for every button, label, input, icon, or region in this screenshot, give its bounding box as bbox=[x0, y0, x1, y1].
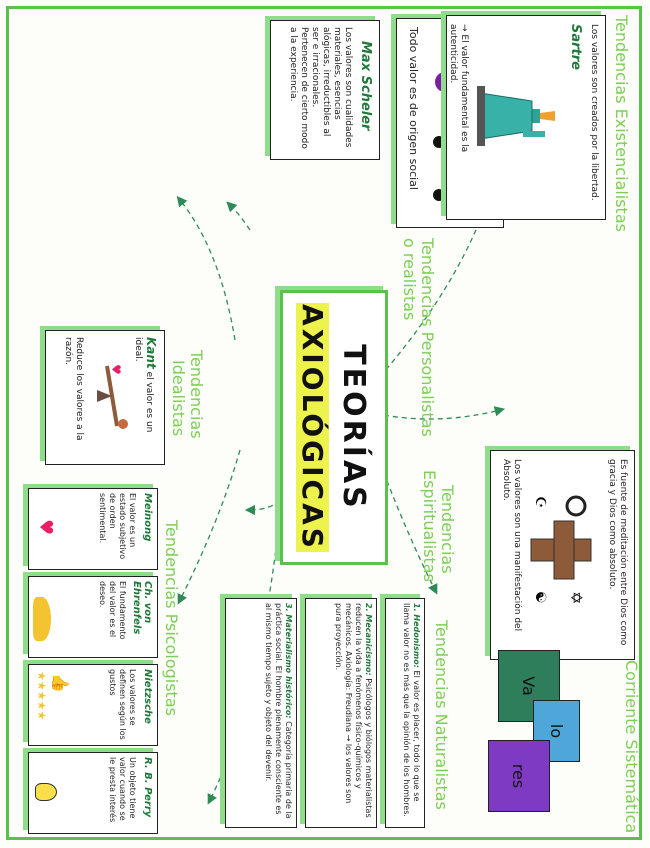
arrow-to-psicologistas bbox=[180, 200, 235, 340]
heading-idealistas-2: Idealistas bbox=[169, 360, 188, 437]
box-espiritualistas bbox=[490, 450, 635, 660]
psico-author-2: Nietzsche bbox=[142, 669, 153, 724]
puzzle-label-lo: lo bbox=[547, 723, 566, 739]
panel-personalistas bbox=[270, 20, 380, 160]
puzzle-icon bbox=[460, 650, 610, 820]
psico-text-1: El fundamento del valor es el deseo. bbox=[98, 581, 127, 640]
puzzle-piece-res bbox=[488, 740, 550, 812]
author-sartre: Sartre bbox=[568, 24, 583, 70]
natural-card-2 bbox=[225, 598, 297, 828]
heading-personalistas-1: Tendencias Personalistas bbox=[418, 238, 437, 437]
natural-card-0 bbox=[385, 598, 425, 828]
heading-sistematico: Corriente Sistemática bbox=[622, 660, 641, 834]
heart-icon: ♥ bbox=[35, 519, 56, 536]
psico-card-1 bbox=[28, 576, 158, 658]
statue-of-liberty-icon bbox=[475, 61, 565, 171]
psico-author-1: Ch. von Ehrenfels bbox=[131, 581, 153, 635]
svg-text:✡: ✡ bbox=[567, 591, 586, 605]
kant-line bbox=[132, 337, 158, 458]
natural-label-2: 3. Materialismo histórico: bbox=[284, 603, 293, 719]
natural-line-2 bbox=[263, 603, 293, 823]
puzzle-label-res: res bbox=[509, 763, 529, 789]
stars-icon: ★★★★★ bbox=[35, 671, 48, 721]
center-title-1: TEORÍAS bbox=[336, 344, 371, 511]
psico-text-0: El valor es un estado subjetivo de orden sentimental. bbox=[98, 493, 137, 560]
scale-icon bbox=[92, 356, 132, 436]
genie-lamp-icon bbox=[33, 597, 51, 641]
text-espiritualistas-1: Es fuente de meditación entre Dios como gracia y Dios como absoluto. bbox=[607, 459, 628, 646]
natural-label-0: 1. Hedonismo: bbox=[412, 603, 421, 668]
svg-text:☯: ☯ bbox=[532, 591, 548, 604]
box-existencialistas bbox=[446, 15, 606, 220]
natural-line-0 bbox=[401, 603, 421, 823]
heading-espiritualistas-2: Espiritualistas bbox=[420, 470, 439, 582]
heading-idealistas-1: Tendencias bbox=[187, 350, 206, 439]
center-box bbox=[280, 290, 388, 565]
natural-text-1: Psicólogos y biólogos materialistas reducen la vida a fenómenos físico-químicos y mecánicos. Axiología: Freudiana → los valores son pura proyección. bbox=[334, 603, 373, 818]
lightbulb-icon bbox=[35, 783, 57, 801]
box-idealistas bbox=[45, 330, 165, 465]
cross-icon bbox=[531, 521, 591, 579]
heading-psicologistas: Tendencias Psicologistas bbox=[162, 520, 181, 716]
natural-text-0: El valor es placer, todo lo que se llama valor no es más que la opinión de los hombres. bbox=[402, 603, 421, 817]
text-sociologicas: Todo valor es de origen social bbox=[407, 27, 420, 190]
heading-existencialistas: Tendencias Existencialistas bbox=[612, 15, 631, 232]
text-existencialistas-2: → El valor fundamental es la autenticidad. bbox=[448, 24, 469, 153]
center-title-2: AXIOLÓGICAS bbox=[296, 304, 329, 551]
psico-author-3: R. B. Perry bbox=[142, 757, 153, 818]
natural-card-1 bbox=[305, 598, 377, 828]
heading-naturalistas: Tendencias Naturalistas bbox=[432, 620, 451, 810]
arrow-to-idealistas bbox=[230, 205, 250, 230]
natural-line-1 bbox=[333, 603, 373, 823]
psico-text-3: Un objeto tiene valor cuando se le presta interés bbox=[108, 757, 137, 823]
psico-card-3 bbox=[28, 752, 158, 834]
text-existencialistas-1: Los valores son creados por la libertad. bbox=[589, 24, 599, 201]
text-idealistas-2: Reduce los valores a la razón. bbox=[63, 337, 84, 441]
psico-card-0 bbox=[28, 488, 158, 570]
thumbs-up-icon: 👍 bbox=[51, 673, 70, 693]
natural-label-1: 2. Mecanicismo: bbox=[364, 603, 373, 676]
heading-espiritualistas-1: Tendencias bbox=[438, 485, 457, 574]
author-kant: Kant bbox=[144, 337, 158, 369]
arrow-to-espiritualistas bbox=[250, 500, 280, 510]
text-idealistas-1: el valor es un ideal. bbox=[133, 337, 154, 433]
psico-author-0: Meinong bbox=[142, 493, 153, 542]
heart-icon: ♥ bbox=[109, 364, 123, 375]
heading-personalistas-2: o realistas bbox=[400, 238, 419, 321]
naturalistas-list bbox=[195, 598, 425, 848]
religious-symbols-icon bbox=[526, 491, 596, 611]
text-personalistas: Los valores son cualidades materiales, esencias alógicas, irreductibles al ser e irracionales. Pertenecen de cierto modo a la experiencia. bbox=[288, 27, 353, 149]
text-espiritualistas-2: Los valores son una manifestación del Absoluto. bbox=[501, 459, 522, 632]
arrow-to-naturalistas bbox=[180, 450, 240, 600]
author-scheler: Max Scheler bbox=[358, 41, 373, 131]
psico-text-2: Los valores se definen según los gustos bbox=[108, 669, 137, 740]
psico-card-2 bbox=[28, 664, 158, 746]
natural-text-2: Categoría primaria de la práctica social. El hombre plenamente consciente es al mismo tiempo sujeto y objeto del devenir. bbox=[264, 603, 293, 819]
psicologistas-list bbox=[18, 488, 158, 848]
svg-text:☪: ☪ bbox=[532, 496, 548, 509]
arrow-to-personalistas bbox=[384, 410, 500, 419]
puzzle-label-va: Va bbox=[519, 676, 539, 696]
